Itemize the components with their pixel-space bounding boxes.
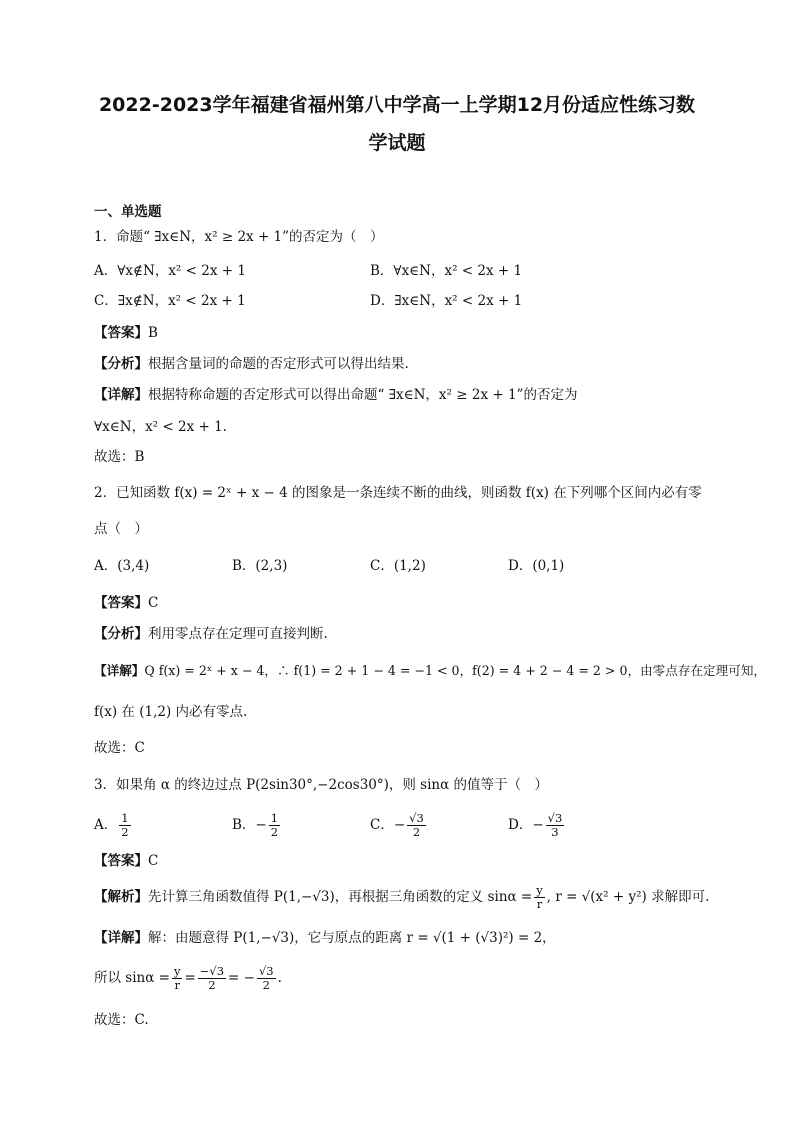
analysis-text-2: , r = √(x² + y²) 求解即可.	[546, 889, 710, 905]
denominator: 2	[262, 978, 270, 992]
denominator: 2	[208, 978, 216, 992]
numerator: √3	[258, 964, 274, 978]
q2-option-c: C．(1,2)	[370, 558, 426, 574]
period: .	[277, 970, 282, 986]
document-title-line1: 2022-2023学年福建省福州第八中学高一上学期12月份适应性练习数	[98, 94, 696, 116]
equals-sign: =	[184, 970, 196, 986]
numerator: 1	[270, 811, 279, 825]
fraction	[172, 965, 183, 992]
q1-answer	[94, 324, 158, 342]
analysis-tag: 【分析】	[94, 626, 148, 642]
q1-detail-line1	[94, 386, 577, 404]
q3-detail-line1	[94, 929, 556, 947]
q1-option-d: D．∃x∈N，x² < 2x + 1	[370, 293, 523, 309]
fraction	[534, 884, 545, 911]
numerator: −√3	[199, 964, 225, 978]
fraction	[198, 965, 226, 992]
numerator: √3	[409, 811, 424, 825]
q3-detail-line2	[94, 965, 282, 992]
q1-option-b: B．∀x∈N，x² < 2x + 1	[370, 263, 523, 279]
detail-text: Q f(x) = 2ˣ + x − 4，∴ f(1) = 2 + 1 − 4 = −1 < 0，f(2) = 4 + 2 − 4 = 2 > 0，由零点存在定理可知，	[144, 663, 767, 678]
answer-tag: 【答案】	[94, 853, 148, 869]
q1-option-c: C．∃x∉N，x² < 2x + 1	[94, 293, 246, 309]
q1-conclusion: 故选：B	[94, 449, 145, 465]
q2-analysis	[94, 625, 328, 643]
fraction	[119, 812, 130, 839]
q3-option-c	[370, 812, 428, 839]
q3-option-a	[94, 812, 133, 839]
fraction	[546, 812, 565, 839]
q2-conclusion: 故选：C	[94, 740, 145, 756]
q3-answer	[94, 852, 158, 870]
option-letter: B．−	[232, 817, 267, 833]
fraction	[269, 812, 280, 839]
q2-option-a: A．(3,4)	[94, 558, 150, 574]
detail-tag: 【详解】	[94, 930, 148, 946]
section-heading: 一、单选题	[94, 204, 162, 220]
detail-tag: 【详解】	[94, 387, 148, 403]
denominator: r	[174, 978, 180, 992]
answer-value: C	[148, 853, 159, 869]
numerator: y	[536, 883, 543, 897]
numerator: y	[173, 964, 181, 978]
q2-detail-line1	[94, 662, 766, 680]
detail-tag: 【详解】	[94, 663, 145, 678]
q2-stem-line1: 2．已知函数 f(x) = 2ˣ + x − 4 的图象是一条连续不断的曲线，则函数 f(x) 在下列哪个区间内必有零	[94, 485, 702, 501]
numerator: 1	[121, 811, 129, 825]
q2-stem-line2: 点（ ）	[94, 521, 148, 537]
answer-tag: 【答案】	[94, 325, 148, 341]
denominator: 2	[270, 825, 279, 839]
q3-analysis	[94, 884, 709, 911]
q1-detail-line2: ∀x∈N，x² < 2x + 1.	[94, 419, 227, 435]
analysis-tag: 【分析】	[94, 356, 148, 372]
q2-option-b: B．(2,3)	[232, 558, 288, 574]
q1-analysis	[94, 355, 409, 373]
option-letter: C．−	[370, 817, 406, 833]
detail-text: 解：由题意得 P(1,−√3)，它与原点的距离 r = √(1 + (√3)²) = 2，	[148, 930, 556, 946]
q3-option-d	[508, 812, 566, 839]
q3-conclusion: 故选：C.	[94, 1012, 149, 1028]
q1-option-a: A．∀x∉N，x² < 2x + 1	[94, 263, 246, 279]
fraction	[407, 812, 426, 839]
equals-sign: = −	[228, 970, 255, 986]
q2-detail-line2: f(x) 在 (1,2) 内必有零点.	[94, 704, 248, 720]
denominator: 3	[551, 825, 559, 839]
detail-text: 根据特称命题的否定形式可以得出命题“ ∃x∈N，x² ≥ 2x + 1”的否定为	[148, 387, 578, 403]
denominator: 2	[121, 825, 129, 839]
q2-option-d: D．(0,1)	[508, 558, 565, 574]
fraction	[257, 965, 276, 992]
q3-stem: 3．如果角 α 的终边过点 P(2sin30°,−2cos30°)，则 sinα 的值等于（ ）	[94, 777, 549, 793]
denominator: 2	[412, 825, 421, 839]
numerator: √3	[547, 811, 563, 825]
answer-value: C	[148, 595, 159, 611]
answer-value: B	[148, 325, 158, 341]
q1-stem: 1．命题“ ∃x∈N，x² ≥ 2x + 1”的否定为（ ）	[94, 229, 384, 245]
option-letter: D．−	[508, 817, 544, 833]
analysis-text: 利用零点存在定理可直接判断.	[148, 626, 328, 642]
document-title-line2: 学试题	[368, 132, 426, 154]
q2-answer	[94, 594, 158, 612]
analysis-text: 根据含量词的命题的否定形式可以得出结果.	[148, 356, 409, 372]
analysis-tag: 【解析】	[94, 889, 148, 905]
denominator: r	[536, 897, 543, 911]
answer-tag: 【答案】	[94, 595, 148, 611]
analysis-text-1: 先计算三角函数值得 P(1,−√3)，再根据三角函数的定义 sinα =	[148, 889, 533, 905]
option-letter: A．	[94, 817, 118, 833]
detail-text: 所以 sinα =	[94, 970, 170, 986]
q3-option-b	[232, 812, 282, 839]
